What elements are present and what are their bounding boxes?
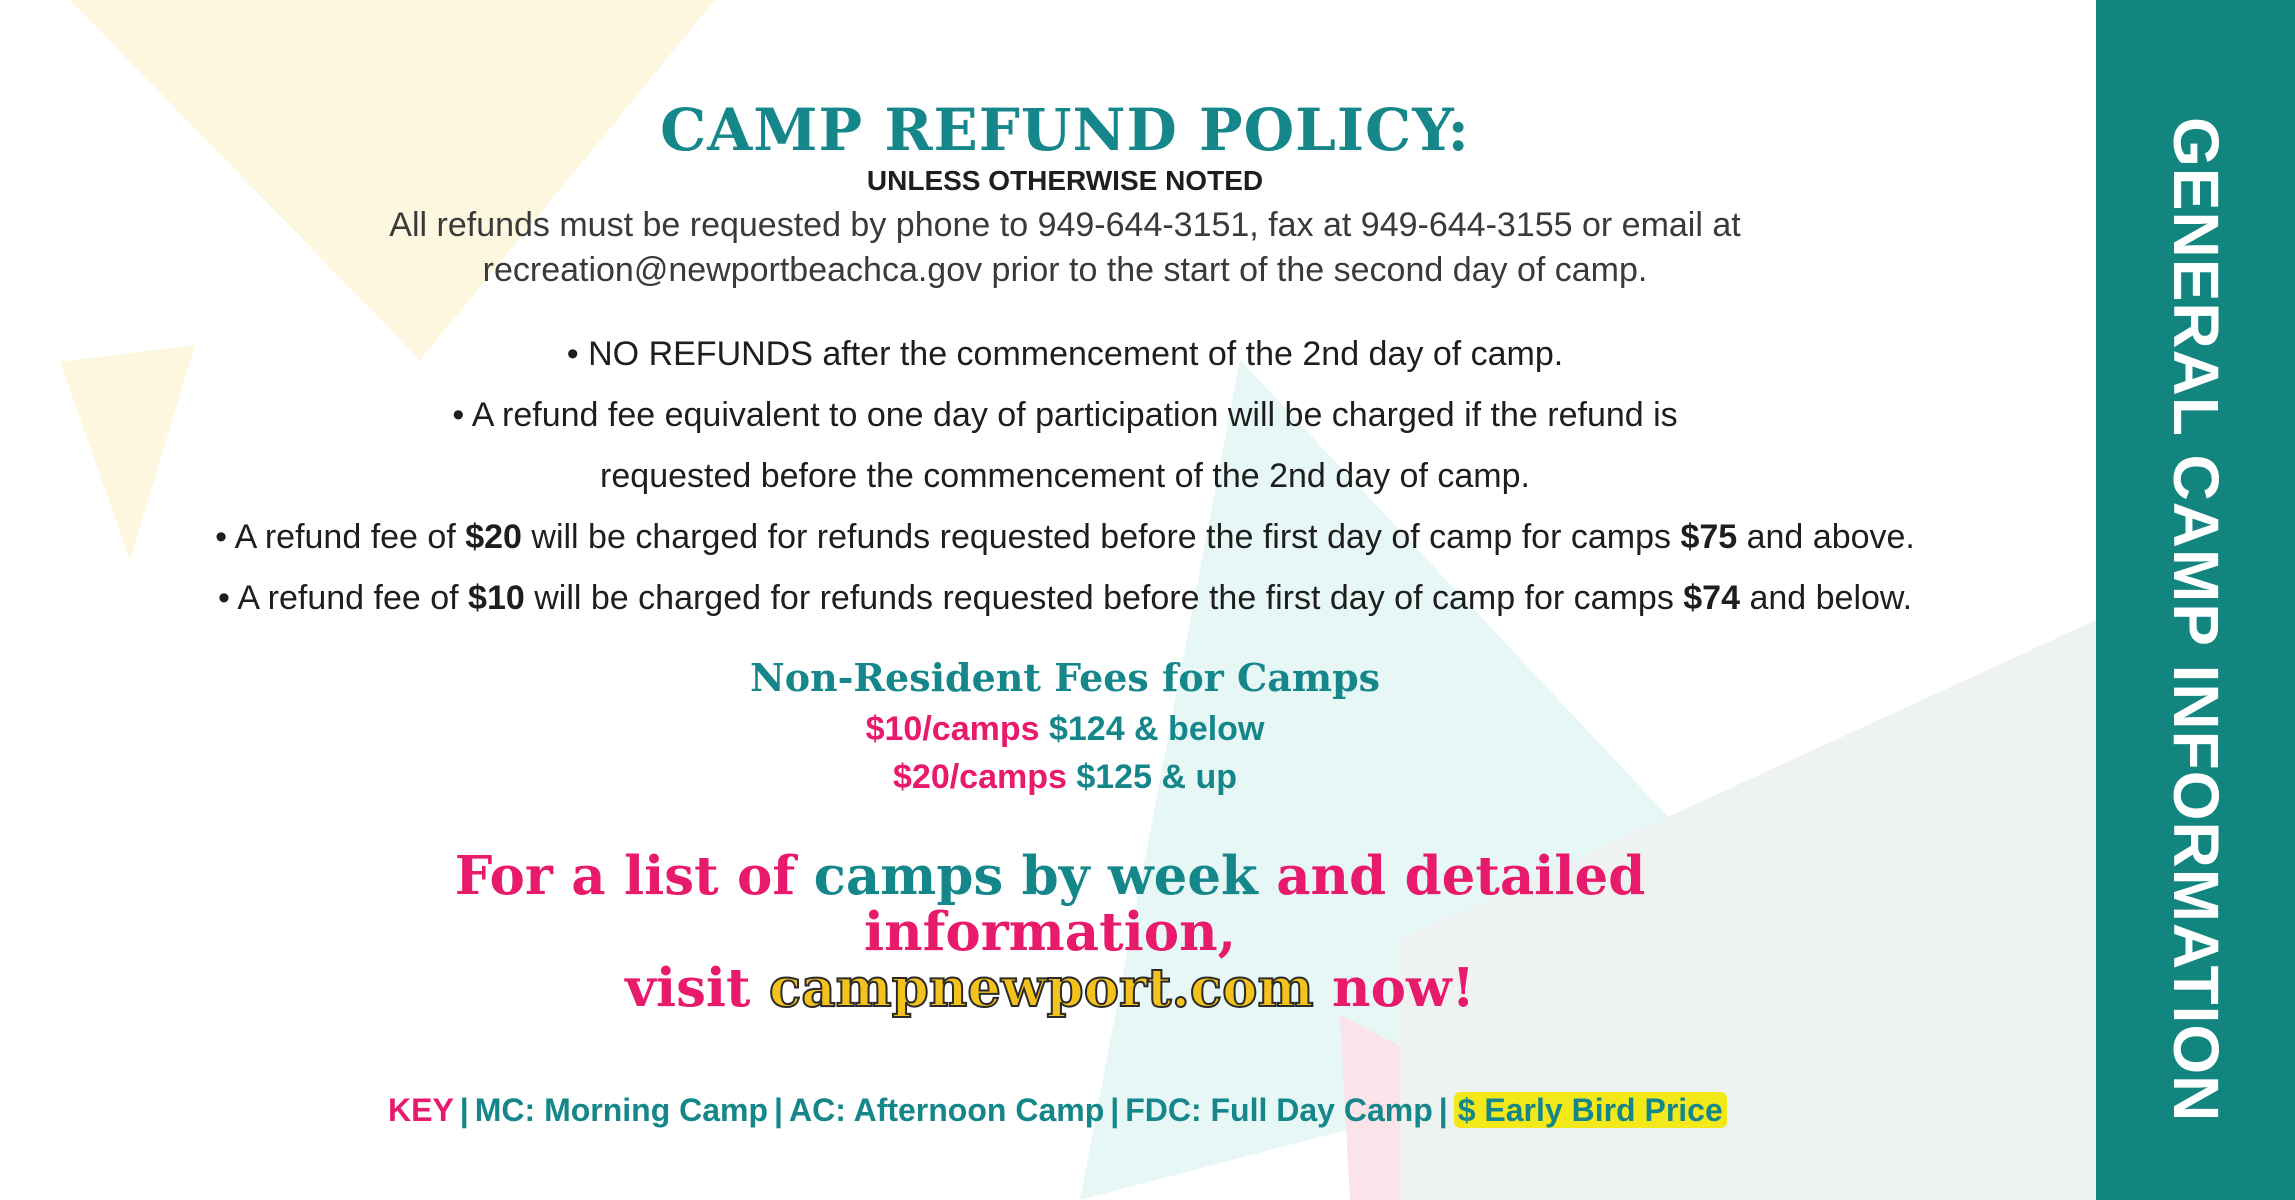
nonresident-range-2: $125 & up [1066, 758, 1237, 796]
nonresident-title: Non-Resident Fees for Camps [749, 655, 1381, 700]
bullet-fee-20-mid: will be charged for refunds requested before the first day of camp for camps [521, 518, 1681, 556]
bullet-fee-20-post: and above. [1737, 518, 1915, 556]
key-fdc: FDC: Full Day Camp [1125, 1092, 1433, 1128]
cta-now: now! [1313, 957, 1475, 1019]
bullet-fee-10-threshold: $74 [1683, 579, 1741, 617]
bullet-no-refunds: • NO REFUNDS after the commencement of the 2nd day of camp. [566, 335, 1564, 373]
bullet-refund-fee-line-1: • A refund fee equivalent to one day of participation will be charged if the refund is [452, 396, 1678, 434]
intro-line-1: All refunds must be requested by phone to 949-644-3151, fax at 949-644-3155 or email at [389, 206, 1741, 244]
nonresident-fee-2: $20/camps [893, 758, 1067, 796]
page-subtitle: UNLESS OTHERWISE NOTED [866, 165, 1264, 196]
cta-line-1 [454, 845, 1646, 907]
intro-paragraph [389, 203, 1740, 293]
nonresident-fee-line-1 [866, 710, 1265, 749]
nonresident-fee-1: $10/camps [865, 710, 1040, 748]
page-title: CAMP REFUND POLICY: [660, 96, 1470, 164]
bullet-fee-20 [215, 518, 1915, 557]
bullet-fee-10-pre: • A refund fee of [217, 579, 469, 617]
cta-part-1: For a list of [454, 845, 814, 907]
key-legend [388, 1092, 1727, 1129]
cta-visit: visit [625, 957, 769, 1019]
key-separator: | [1110, 1092, 1120, 1128]
key-mc: MC: Morning Camp [474, 1092, 769, 1128]
key-separator: | [774, 1092, 783, 1128]
nonresident-fee-line-2 [893, 758, 1237, 797]
key-ac: AC: Afternoon Camp [789, 1092, 1105, 1128]
bullet-refund-fee-line-2: requested before the commencement of the 2nd day of camp. [600, 457, 1530, 495]
cta-part-3: and detailed [1257, 845, 1646, 907]
key-label: KEY [388, 1092, 454, 1128]
cta-part-2: camps by week [813, 845, 1258, 907]
bullet-fee-20-threshold: $75 [1680, 518, 1738, 556]
bullet-fee-20-amount: $20 [465, 518, 522, 556]
cta-line-3 [625, 957, 1475, 1019]
bullet-fee-10-amount: $10 [468, 579, 525, 617]
intro-line-2: recreation@newportbeachca.gov prior to the start of the second day of camp. [482, 251, 1648, 289]
yellow-sliver-shape [60, 345, 195, 560]
early-bird-badge: $ Early Bird Price [1454, 1092, 1727, 1128]
bullet-fee-10-post: and below. [1740, 579, 1913, 617]
sidebar-title: GENERAL CAMP INFORMATION [2160, 117, 2232, 1123]
key-separator: | [1438, 1092, 1448, 1128]
nonresident-range-1: $124 & below [1039, 710, 1265, 748]
yellow-triangle-shape [70, 0, 715, 360]
bullet-fee-10-mid: will be charged for refunds requested before the first day of camp for camps [524, 579, 1684, 617]
key-separator: | [459, 1092, 469, 1128]
cta-line-2: information, [863, 901, 1237, 963]
bullet-fee-20-pre: • A refund fee of [215, 518, 466, 556]
bullet-fee-10 [218, 579, 1912, 618]
campnewport-link[interactable]: campnewport.com [769, 957, 1314, 1019]
